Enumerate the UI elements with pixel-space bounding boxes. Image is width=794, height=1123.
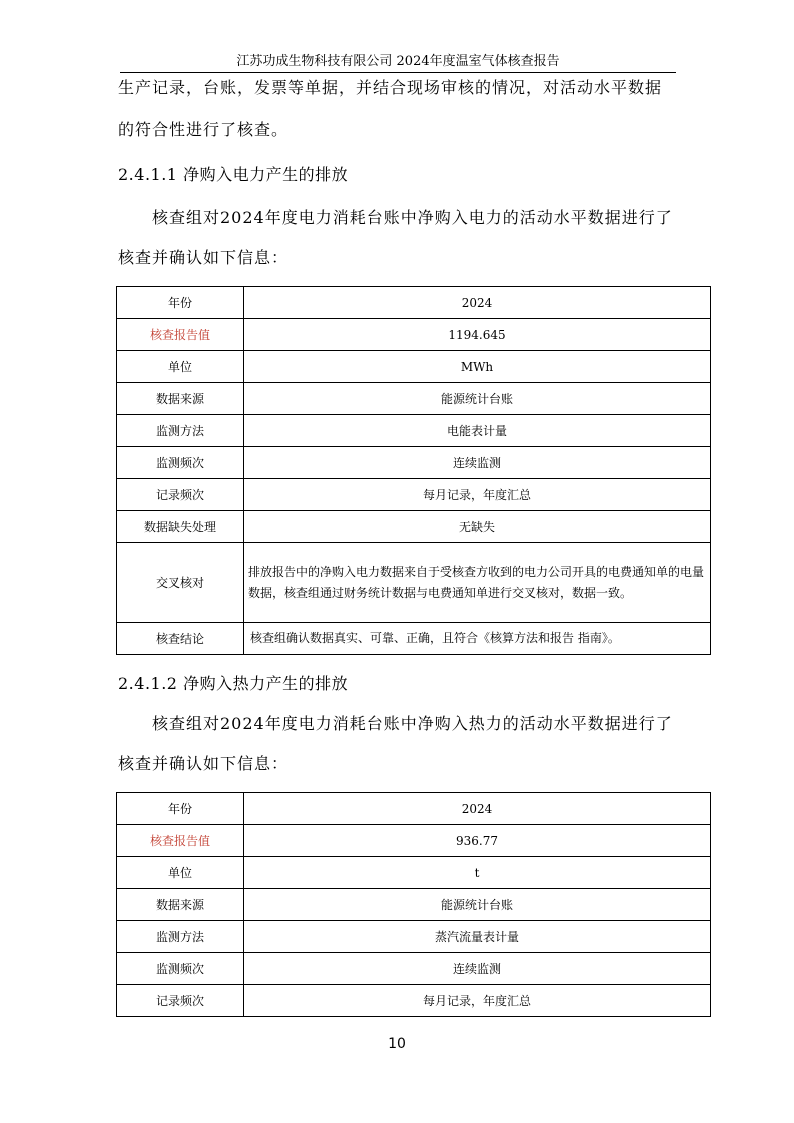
row-value: 每月记录，年度汇总 bbox=[244, 479, 711, 511]
intro-line-2: 的符合性进行了核查。 bbox=[118, 120, 289, 139]
row-label: 年份 bbox=[117, 793, 244, 825]
table-row bbox=[117, 921, 711, 953]
row-label: 记录频次 bbox=[117, 985, 244, 1017]
row-value: 2024 bbox=[244, 793, 711, 825]
page-number: 10 bbox=[388, 1036, 406, 1052]
intro-line-1: 生产记录，台账，发票等单据，并结合现场审核的情况，对活动水平数据 bbox=[118, 78, 663, 97]
row-value: 连续监测 bbox=[244, 447, 711, 479]
row-value: 电能表计量 bbox=[244, 415, 711, 447]
row-value: 936.77 bbox=[244, 825, 711, 857]
table-row bbox=[117, 415, 711, 447]
row-value: 能源统计台账 bbox=[244, 889, 711, 921]
table-row bbox=[117, 447, 711, 479]
section-heading-electricity: 2.4.1.1 净购入电力产生的排放 bbox=[118, 165, 349, 184]
row-label: 数据来源 bbox=[117, 889, 244, 921]
row-label: 单位 bbox=[117, 351, 244, 383]
section2-paragraph-line-1: 核查组对2024年度电力消耗台账中净购入热力的活动水平数据进行了 bbox=[152, 714, 673, 733]
table-row bbox=[117, 543, 711, 623]
row-label: 数据缺失处理 bbox=[117, 511, 244, 543]
table-row bbox=[117, 479, 711, 511]
row-label: 交叉核对 bbox=[117, 543, 244, 623]
table-row bbox=[117, 953, 711, 985]
table-row bbox=[117, 889, 711, 921]
row-value: 2024 bbox=[244, 287, 711, 319]
row-value-conclusion: 核查组确认数据真实、可靠、正确，且符合《核算方法和报告 指南》。 bbox=[244, 623, 711, 655]
section-heading-heat: 2.4.1.2 净购入热力产生的排放 bbox=[118, 674, 349, 693]
row-value-cross-check: 排放报告中的净购入电力数据来自于受核查方收到的电力公司开具的电费通知单的电量数据，核查组通过财务统计数据与电费通知单进行交叉核对，数据一致。 bbox=[244, 543, 711, 623]
table-row bbox=[117, 287, 711, 319]
row-label-report-value: 核查报告值 bbox=[117, 825, 244, 857]
table-row bbox=[117, 825, 711, 857]
row-value: MWh bbox=[244, 351, 711, 383]
section1-paragraph-line-1: 核查组对2024年度电力消耗台账中净购入电力的活动水平数据进行了 bbox=[152, 208, 673, 227]
row-label-report-value: 核查报告值 bbox=[117, 319, 244, 351]
row-label: 监测方法 bbox=[117, 415, 244, 447]
electricity-data-table bbox=[116, 286, 711, 655]
heat-data-table bbox=[116, 792, 711, 1017]
row-label: 年份 bbox=[117, 287, 244, 319]
table-row bbox=[117, 351, 711, 383]
row-label: 记录频次 bbox=[117, 479, 244, 511]
row-value: 蒸汽流量表计量 bbox=[244, 921, 711, 953]
table-row bbox=[117, 857, 711, 889]
table-row bbox=[117, 985, 711, 1017]
row-value: 连续监测 bbox=[244, 953, 711, 985]
row-label: 单位 bbox=[117, 857, 244, 889]
row-value: 无缺失 bbox=[244, 511, 711, 543]
section2-paragraph-line-2: 核查并确认如下信息： bbox=[118, 754, 289, 773]
row-label: 监测频次 bbox=[117, 953, 244, 985]
row-value: 1194.645 bbox=[244, 319, 711, 351]
row-label: 数据来源 bbox=[117, 383, 244, 415]
page-header: 江苏功成生物科技有限公司 2024年度温室气体核查报告 bbox=[236, 54, 560, 69]
header-divider bbox=[120, 72, 676, 73]
row-label: 监测频次 bbox=[117, 447, 244, 479]
table-row bbox=[117, 511, 711, 543]
row-value: 每月记录，年度汇总 bbox=[244, 985, 711, 1017]
table-row bbox=[117, 383, 711, 415]
table-row bbox=[117, 623, 711, 655]
row-label: 监测方法 bbox=[117, 921, 244, 953]
table-row bbox=[117, 793, 711, 825]
row-value: t bbox=[244, 857, 711, 889]
row-label: 核查结论 bbox=[117, 623, 244, 655]
table-row bbox=[117, 319, 711, 351]
section1-paragraph-line-2: 核查并确认如下信息： bbox=[118, 248, 289, 267]
row-value: 能源统计台账 bbox=[244, 383, 711, 415]
